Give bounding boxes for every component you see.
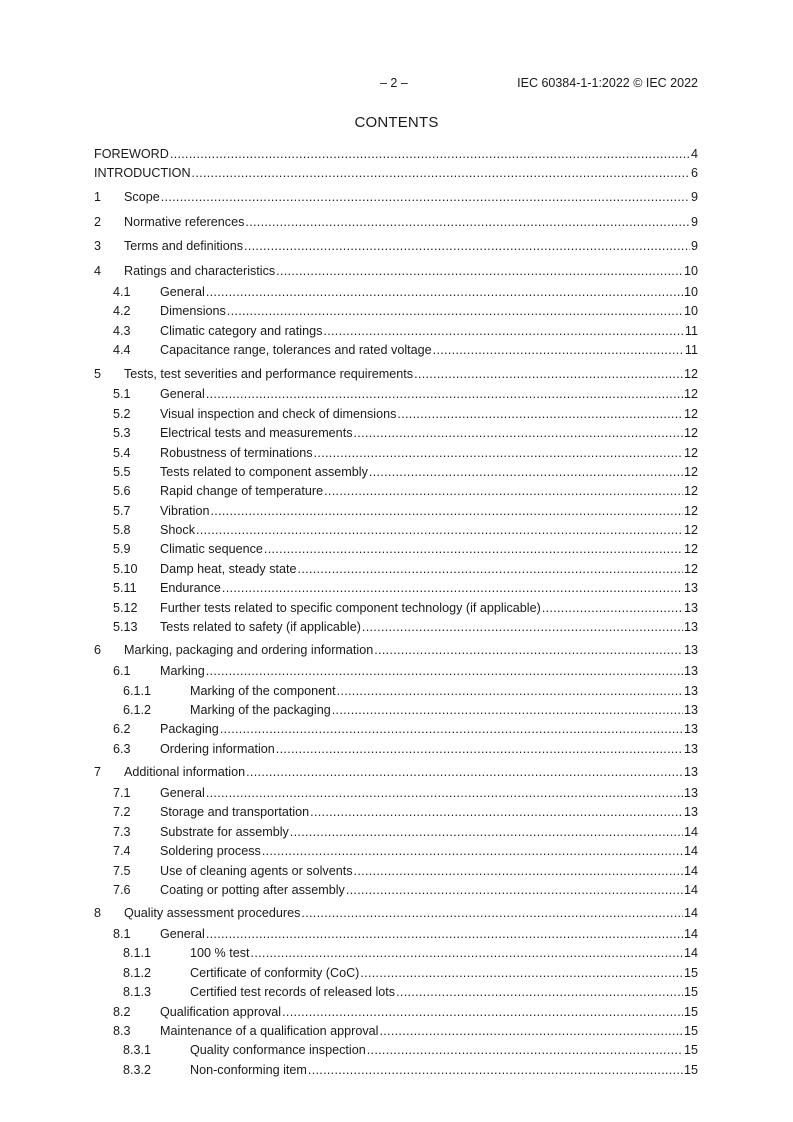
dot-leader [354,862,683,881]
dot-leader [206,283,683,302]
toc-entry[interactable] [94,302,698,321]
toc-entry-title: Visual inspection and check of dimensions [160,406,397,421]
toc-entry-page: 13 [683,581,698,596]
toc-entry-number: 6.1 [113,664,131,679]
dot-leader [324,482,683,501]
dot-leader [251,944,683,963]
toc-entry[interactable] [94,740,698,759]
toc-entry-body [160,662,698,681]
dot-leader [170,145,690,164]
toc-entry[interactable] [94,720,698,739]
toc-entry-page: 9 [690,214,698,229]
toc-entry-number: 7.2 [113,805,131,820]
toc-entry-number: 7.1 [113,785,131,800]
toc-entry-page: 13 [683,765,698,780]
toc-entry-number: 5.3 [113,426,131,441]
toc-entry-number: 6.3 [113,741,131,756]
toc-entry-number: 7 [94,765,102,780]
toc-entry[interactable] [94,944,698,963]
toc-entry-body [160,385,698,404]
toc-entry-body [124,187,698,209]
toc-entry-title: Additional information [124,765,246,780]
toc-entry-page: 13 [683,702,698,717]
toc-entry[interactable] [94,385,698,404]
toc-entry-page: 12 [683,426,698,441]
toc-entry-title: Quality conformance inspection [190,1043,366,1058]
toc-entry-number: 5.2 [113,406,131,421]
dot-leader [301,903,683,925]
toc-entry-number: 5.9 [113,542,131,557]
toc-entry-body [160,618,698,637]
toc-entry-body [190,1061,698,1080]
dot-leader [542,599,683,618]
toc-entry-title: Marking, packaging and ordering information [124,643,374,658]
toc-entry-page: 12 [683,561,698,576]
toc-entry-title: Certified test records of released lots [190,985,396,1000]
dot-leader [220,720,683,739]
toc-entry[interactable] [94,540,698,559]
toc-entry-body [160,925,698,944]
toc-entry-body [160,521,698,540]
toc-entry-title: General [160,387,205,402]
toc-entry-title: Soldering process [160,844,261,859]
toc-entry-body [160,341,698,360]
toc-entry-page: 11 [684,323,698,338]
toc-entry-page: 14 [683,863,698,878]
toc-entry-page: 10 [683,284,698,299]
toc-entry-page: 10 [683,304,698,319]
dot-leader [161,187,690,209]
toc-entry-body [94,145,698,164]
toc-entry[interactable] [94,261,698,283]
dot-leader [206,662,683,681]
dot-leader [369,463,683,482]
toc-entry-number: 5.11 [113,581,137,596]
toc-entry[interactable] [94,145,698,164]
toc-entry-title: Marking of the packaging [190,702,331,717]
toc-entry-page: 4 [690,147,698,161]
toc-entry[interactable] [94,424,698,443]
toc-entry-body [160,862,698,881]
toc-entry-page: 10 [683,264,698,279]
toc-entry-body [190,983,698,1002]
toc-entry-page: 14 [683,927,698,942]
toc-entry-body [190,944,698,963]
toc-entry-page: 13 [683,805,698,820]
dot-leader [310,803,683,822]
toc-entry[interactable] [94,823,698,842]
toc-entry-title: Storage and transportation [160,805,310,820]
toc-entry-body [124,261,698,283]
toc-entry-body [160,842,698,861]
toc-entry-number: 4.4 [113,343,131,358]
toc-entry[interactable] [94,405,698,424]
toc-entry-page: 15 [683,985,698,1000]
toc-entry-body [160,444,698,463]
toc-entry-title: Scope [124,189,160,204]
toc-entry[interactable] [94,964,698,983]
dot-leader [346,881,683,900]
toc-entry-body [160,784,698,803]
toc-entry-number: 5.10 [113,561,138,576]
toc-entry-body [160,482,698,501]
toc-entry-body [124,212,698,234]
toc-entry[interactable] [94,903,698,925]
toc-entry-page: 11 [684,343,698,358]
toc-entry-page: 15 [683,1004,698,1019]
toc-entry[interactable] [94,842,698,861]
toc-entry-number: 5.13 [113,620,138,635]
toc-entry-body [160,502,698,521]
toc-entry-page: 12 [683,464,698,479]
toc-entry-title: Climatic category and ratings [160,323,323,338]
toc-entry-title: Quality assessment procedures [124,906,301,921]
toc-entry-body [160,1022,698,1041]
toc-entry-title: Damp heat, steady state [160,561,297,576]
toc-entry-title: Vibration [160,503,210,518]
toc-entry-page: 6 [690,166,698,181]
toc-entry-number: 5.6 [113,484,131,499]
toc-entry[interactable] [94,212,698,234]
toc-entry-page: 14 [683,824,698,839]
toc-entry[interactable] [94,341,698,360]
dot-leader [245,212,690,234]
toc-entry[interactable] [94,784,698,803]
toc-entry-body [124,364,698,386]
toc-entry[interactable] [94,364,698,386]
toc-entry-body [124,903,698,925]
toc-entry-title: Marking [160,664,205,679]
toc-entry-page: 13 [683,722,698,737]
toc-entry-title: Normative references [124,214,245,229]
toc-entry-number: 7.3 [113,824,131,839]
toc-entry-title: Endurance [160,581,221,596]
page-number: – 2 – [380,76,408,90]
toc-entry[interactable] [94,463,698,482]
toc-entry-body [190,682,698,701]
dot-leader [314,444,683,463]
toc-entry[interactable] [94,521,698,540]
toc-entry-page: 13 [683,620,698,635]
toc-entry[interactable] [94,560,698,579]
toc-entry-page: 14 [683,946,698,961]
toc-entry-body [160,881,698,900]
toc-entry-body [160,322,698,341]
dot-leader [379,1022,683,1041]
dot-leader [210,502,683,521]
toc-entry-number: 8.3 [113,1024,131,1039]
toc-entry-title: Dimensions [160,304,226,319]
toc-entry[interactable] [94,682,698,701]
toc-entry-title: Terms and definitions [124,239,244,254]
toc-entry-number: 8.1 [113,927,131,942]
toc-entry-body [160,1003,698,1022]
toc-entry-number: 8.1.2 [123,965,152,980]
dot-leader [414,364,683,386]
dot-leader [337,682,683,701]
dot-leader [206,784,683,803]
toc-entry-title: Robustness of terminations [160,445,313,460]
toc-entry-page: 13 [683,741,698,756]
dot-leader [276,261,683,283]
toc-entry-title: General [160,927,205,942]
toc-entry-title: Non-conforming item [190,1062,307,1077]
toc-entry[interactable] [94,599,698,618]
toc-entry-title: Tests related to component assembly [160,464,368,479]
toc-entry-page: 14 [683,844,698,859]
toc-entry-number: 2 [94,214,102,229]
toc-entry-title: FOREWORD [94,147,169,161]
dot-leader [282,1003,683,1022]
toc-entry-title: INTRODUCTION [94,166,191,181]
toc-entry-body [124,640,698,662]
toc-entry-number: 6 [94,643,102,658]
toc-entry-title: Climatic sequence [160,542,263,557]
toc-entry[interactable] [94,236,698,258]
toc-entry-page: 12 [683,366,698,381]
toc-entry-page: 15 [683,1043,698,1058]
dot-leader [206,925,683,944]
toc-entry-page: 15 [683,1062,698,1077]
toc-entry-title: Substrate for assembly [160,824,289,839]
toc-entry-page: 12 [683,406,698,421]
dot-leader [206,385,683,404]
toc-entry-body [160,424,698,443]
toc-entry-page: 15 [683,965,698,980]
toc-entry-number: 8.1.1 [123,946,152,961]
toc-entry-page: 14 [683,882,698,897]
toc-entry-page: 12 [683,484,698,499]
dot-leader [367,1041,683,1060]
toc-entry-number: 8.1.3 [123,985,152,1000]
toc-entry[interactable] [94,187,698,209]
toc-entry[interactable] [94,762,698,784]
toc-entry-number: 4.3 [113,323,131,338]
dot-leader [323,322,684,341]
toc-entry[interactable] [94,862,698,881]
toc-entry-number: 6.1.2 [123,702,152,717]
dot-leader [244,236,690,258]
dot-leader [360,964,683,983]
toc-entry-body [94,164,698,183]
dot-leader [276,740,683,759]
toc-entry-body [124,762,698,784]
toc-entry-body [160,579,698,598]
toc-entry-page: 14 [683,906,698,921]
toc-entry-body [160,463,698,482]
toc-entry-page: 9 [690,189,698,204]
dot-leader [396,983,683,1002]
toc-entry-body [160,560,698,579]
dot-leader [308,1061,683,1080]
toc-entry-number: 5.5 [113,464,131,479]
toc-entry-title: Rapid change of temperature [160,484,324,499]
toc-entry-number: 5.1 [113,387,131,402]
toc-entry-title: Ratings and characteristics [124,264,276,279]
toc-entry-number: 5.7 [113,503,131,518]
toc-entry-title: Shock [160,523,196,538]
toc-entry-page: 12 [683,503,698,518]
dot-leader [374,640,683,662]
toc-entry-title: 100 % test [190,946,250,961]
toc-entry-number: 8.2 [113,1004,131,1019]
toc-entry-title: Qualification approval [160,1004,282,1019]
toc-entry-number: 5.12 [113,600,138,615]
toc-entry[interactable] [94,618,698,637]
toc-entry[interactable] [94,803,698,822]
toc-entry-number: 6.2 [113,722,131,737]
toc-entry-page: 12 [683,542,698,557]
toc-entry-title: Packaging [160,722,219,737]
dot-leader [227,302,683,321]
dot-leader [433,341,684,360]
toc-entry-title: Electrical tests and measurements [160,426,353,441]
toc-entry-title: Certificate of conformity (CoC) [190,965,360,980]
page-header [0,76,793,92]
toc-entry-title: Tests, test severities and performance requirements [124,366,414,381]
toc-entry[interactable] [94,983,698,1002]
dot-leader [290,823,683,842]
toc-entry[interactable] [94,502,698,521]
toc-entry-page: 12 [683,445,698,460]
toc-entry-page: 13 [683,600,698,615]
toc-entry[interactable] [94,283,698,302]
toc-entry[interactable] [94,640,698,662]
toc-entry[interactable] [94,482,698,501]
dot-leader [246,762,683,784]
toc-entry-title: General [160,284,205,299]
toc-entry-body [160,302,698,321]
toc-entry-body [124,236,698,258]
toc-entry[interactable] [94,164,698,183]
dot-leader [196,521,683,540]
toc-entry-title: General [160,785,205,800]
toc-entry-body [160,283,698,302]
dot-leader [262,842,683,861]
toc-entry-title: Maintenance of a qualification approval [160,1024,379,1039]
toc-entry-title: Tests related to safety (if applicable) [160,620,361,635]
toc-entry[interactable] [94,662,698,681]
toc-entry-title: Coating or potting after assembly [160,882,345,897]
toc-entry[interactable] [94,444,698,463]
toc-entry-page: 13 [683,643,698,658]
toc-entry[interactable] [94,1061,698,1080]
dot-leader [298,560,683,579]
toc-entry[interactable] [94,701,698,720]
dot-leader [222,579,683,598]
toc-entry-page: 13 [683,785,698,800]
toc-entry-number: 7.6 [113,882,131,897]
toc-entry-body [160,720,698,739]
toc-entry-page: 13 [683,683,698,698]
toc-entry-number: 4 [94,264,102,279]
dot-leader [354,424,683,443]
toc-entry-title: Marking of the component [190,683,336,698]
dot-leader [192,164,690,183]
toc-entry-number: 3 [94,239,102,254]
toc-entry-number: 4.2 [113,304,131,319]
toc-entry-body [160,540,698,559]
toc-entry-body [190,964,698,983]
dot-leader [332,701,683,720]
toc-entry-page: 12 [683,387,698,402]
toc-entry-title: Further tests related to specific component technology (if applicable) [160,600,541,615]
toc-entry-body [160,599,698,618]
dot-leader [397,405,683,424]
toc-entry-page: 13 [683,664,698,679]
dot-leader [264,540,683,559]
toc-entry-page: 12 [683,523,698,538]
toc-entry-number: 7.5 [113,863,131,878]
toc-entry-number: 5 [94,366,102,381]
toc-entry-number: 5.4 [113,445,131,460]
toc-entry[interactable] [94,1022,698,1041]
toc-entry-number: 6.1.1 [123,683,152,698]
toc-entry-body [190,701,698,720]
toc-entry-number: 4.1 [113,284,131,299]
toc-entry-body [190,1041,698,1060]
dot-leader [362,618,683,637]
toc-entry-number: 8.3.1 [123,1043,152,1058]
toc-entry-body [160,803,698,822]
toc-entry-number: 8 [94,906,102,921]
toc-entry-number: 5.8 [113,523,131,538]
toc-entry-number: 1 [94,189,102,204]
toc-entry-number: 7.4 [113,844,131,859]
toc-entry-page: 15 [683,1024,698,1039]
toc-entry[interactable] [94,322,698,341]
toc-entry-title: Capacitance range, tolerances and rated voltage [160,343,432,358]
toc-entry-body [160,405,698,424]
toc-entry[interactable] [94,881,698,900]
toc-entry-page: 9 [690,239,698,254]
toc-entry-title: Ordering information [160,741,275,756]
toc-entry-number: 8.3.2 [123,1062,152,1077]
toc-entry-title: Use of cleaning agents or solvents [160,863,353,878]
table-of-contents [94,145,698,1080]
toc-entry[interactable] [94,925,698,944]
document-reference: IEC 60384-1-1:2022 © IEC 2022 [517,76,698,90]
toc-entry[interactable] [94,1003,698,1022]
toc-entry-body [160,740,698,759]
toc-entry-body [160,823,698,842]
contents-title: CONTENTS [354,114,439,131]
toc-entry[interactable] [94,1041,698,1060]
toc-entry[interactable] [94,579,698,598]
